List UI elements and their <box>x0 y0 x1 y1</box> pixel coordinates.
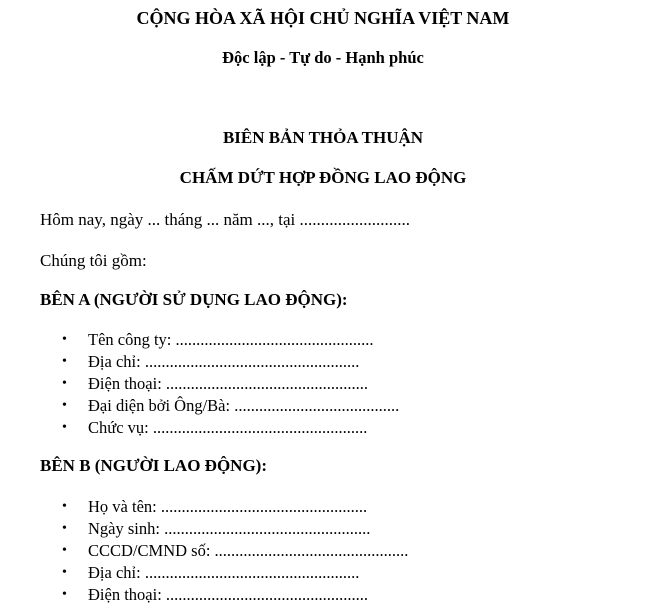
party-b-heading: BÊN B (NGƯỜI LAO ĐỘNG): <box>40 456 267 475</box>
bullet-icon: • <box>62 332 67 347</box>
party-b-id-number-field: CCCD/CMND số: ............................................... <box>88 541 409 560</box>
bullet-icon: • <box>62 499 67 514</box>
bullet-icon: • <box>62 565 67 580</box>
bullet-icon: • <box>62 521 67 536</box>
bullet-icon: • <box>62 376 67 391</box>
bullet-icon: • <box>62 354 67 369</box>
bullet-icon: • <box>62 398 67 413</box>
document-subtitle: CHẤM DỨT HỢP ĐỒNG LAO ĐỘNG <box>179 168 467 187</box>
national-motto: Độc lập - Tự do - Hạnh phúc <box>222 48 424 67</box>
party-b-birthdate-field: Ngày sinh: .................................................. <box>88 519 371 538</box>
document-title: BIÊN BẢN THỎA THUẬN <box>222 128 424 147</box>
members-intro: Chúng tôi gồm: <box>40 251 147 270</box>
party-a-phone-field: Điện thoại: ................................................. <box>88 374 369 393</box>
party-b-name-field: Họ và tên: .................................................. <box>88 497 368 516</box>
party-a-representative-field: Đại diện bởi Ông/Bà: ........................................ <box>88 396 400 415</box>
bullet-icon: • <box>62 543 67 558</box>
party-a-address-field: Địa chỉ: .................................................... <box>88 352 360 371</box>
national-title: CỘNG HÒA XÃ HỘI CHỦ NGHĨA VIỆT NAM <box>136 8 510 28</box>
party-b-phone-field: Điện thoại: ................................................. <box>88 585 369 604</box>
party-a-heading: BÊN A (NGƯỜI SỬ DỤNG LAO ĐỘNG): <box>40 290 348 309</box>
party-a-position-field: Chức vụ: .................................................... <box>88 418 368 437</box>
party-b-address-field: Địa chỉ: .................................................... <box>88 563 360 582</box>
intro-line: Hôm nay, ngày ... tháng ... năm ..., tại .......................... <box>40 210 411 229</box>
bullet-icon: • <box>62 587 67 602</box>
party-a-company-field: Tên công ty: ................................................ <box>88 330 374 349</box>
bullet-icon: • <box>62 420 67 435</box>
